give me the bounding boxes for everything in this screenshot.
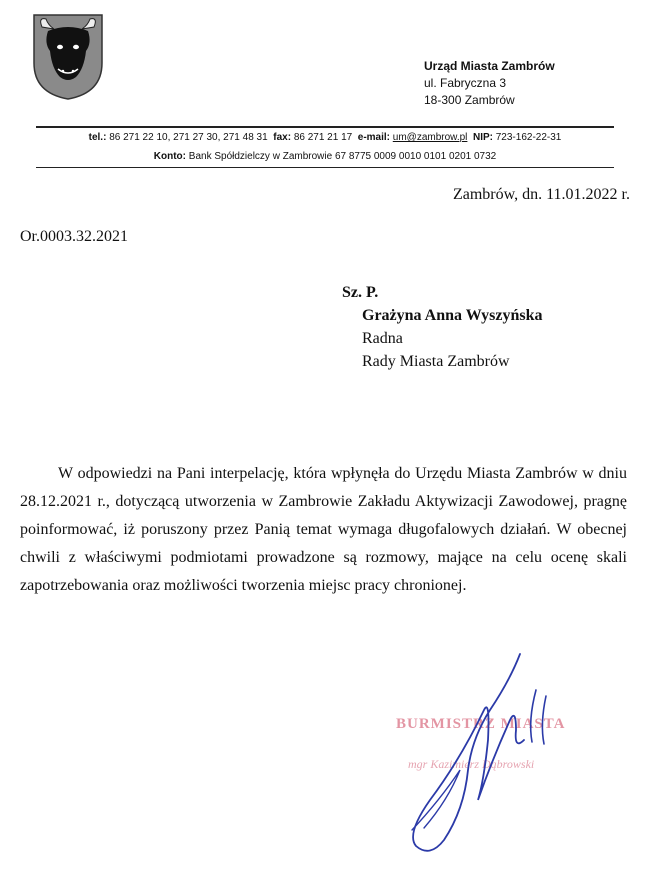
body-paragraph: W odpowiedzi na Pani interpelację, która wpłynęła do Urzędu Miasta Zambrów w dniu 28.12.2021 r., dotyczącą utworzenia w Zambrowie Zakładu Aktywizacji Zawodowej, pragnę poinformować, iż poruszony przez Panią temat wymaga długofalowych działań. W obecnej chwili z właściwymi podmiotami prowadzone są rozmowy, mające na celu ocenę skali zapotrzebowania oraz możliwości tworzenia miejsc pracy chronionej.	[20, 465, 627, 594]
recipient-role: Radna	[362, 330, 403, 347]
email-link[interactable]: um@zambrow.pl	[392, 132, 468, 143]
contact-line	[36, 132, 614, 143]
office-address	[424, 58, 555, 109]
recipient-block	[342, 281, 542, 373]
bank-account-line	[36, 151, 614, 162]
fax-label: fax:	[273, 132, 292, 143]
fax-value: 86 271 21 17	[293, 132, 353, 143]
tel-label: tel.:	[88, 132, 107, 143]
stamp-title: BURMISTRZ MIASTA	[396, 716, 566, 732]
recipient-council: Rady Miasta Zambrów	[362, 353, 510, 370]
konto-label: Konto:	[153, 151, 186, 162]
email-label: e-mail:	[357, 132, 390, 143]
header-divider-top	[36, 126, 614, 128]
tel-value: 86 271 22 10, 271 27 30, 271 48 31	[109, 132, 268, 143]
header-divider-bottom	[36, 167, 614, 168]
nip-value: 723-162-22-31	[495, 132, 562, 143]
reference-number: Or.0003.32.2021	[20, 228, 128, 245]
stamp-name: mgr Kazimierz Dąbrowski	[408, 757, 535, 771]
letter-body	[20, 460, 627, 600]
letter-date: Zambrów, dn. 11.01.2022 r.	[452, 186, 630, 203]
konto-value: Bank Spółdzielczy w Zambrowie 67 8775 0009 0010 0101 0201 0732	[188, 151, 497, 162]
recipient-salutation: Sz. P.	[342, 284, 379, 301]
recipient-name: Grażyna Anna Wyszyńska	[362, 307, 543, 324]
bison-head-shield-icon	[32, 13, 104, 100]
office-name: Urząd Miasta Zambrów	[424, 59, 555, 73]
office-postal: 18-300 Zambrów	[424, 93, 515, 107]
nip-label: NIP:	[472, 132, 493, 143]
handwritten-signature-icon	[360, 650, 580, 860]
office-street: ul. Fabryczna 3	[424, 76, 507, 90]
